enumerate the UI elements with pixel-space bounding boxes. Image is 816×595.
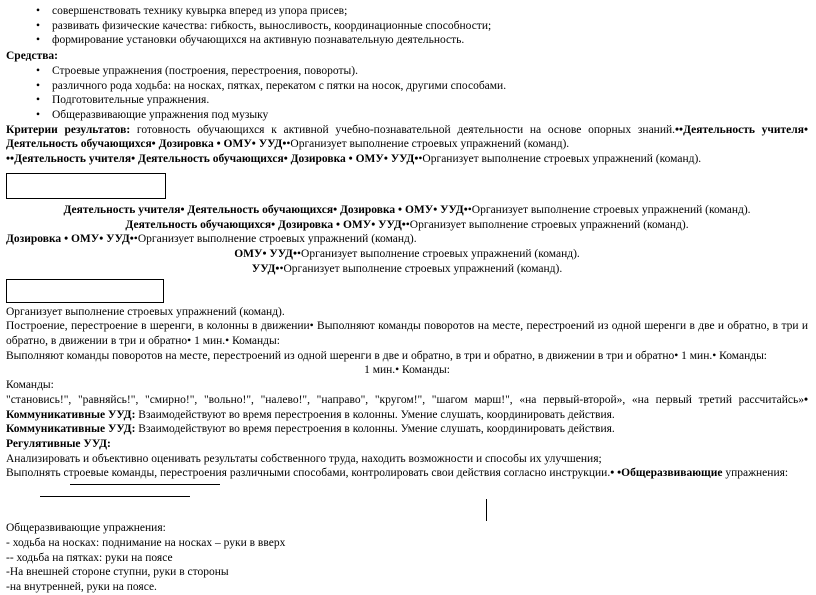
- underline-rule-1: [70, 483, 220, 485]
- commands-text: "становись!", "равняйсь!", "смирно!", "вольно!", "налево!", "направо", "кругом!", "шагом марш!", «на первый-второй», «на первый третий рассчитайсь»: [6, 393, 804, 406]
- chain-6-tail: •Организует выполнение строевых упражнений (команд).: [297, 248, 580, 261]
- chain-3-tail: •Организует выполнение строевых упражнений (команд).: [467, 203, 751, 216]
- chain-5-tail: •Организует выполнение строевых упражнений (команд).: [133, 233, 417, 246]
- list-item: • различного рода ходьба: на носках, пятках, перекатом с пятки на носок, другими способами.: [6, 79, 808, 94]
- communicative-uud-text-inline: Взаимодействуют во время перестроения в колонны. Умение слушать, координировать действия.: [135, 408, 615, 421]
- chain-2-paragraph: [6, 152, 808, 167]
- communicative-uud-label: Коммуникативные УУД:: [6, 423, 136, 436]
- criteria-text: готовность обучающихся к активной учебно-познавательной деятельности на основе опорных знаний.: [130, 123, 676, 136]
- text-caret: [486, 499, 487, 521]
- final-line-4: -на внутренней, руки на поясе.: [6, 581, 157, 593]
- chain-7-bold: УУД•: [251, 262, 280, 275]
- empty-text-box-2[interactable]: [6, 279, 164, 303]
- chain-4-paragraph: [6, 218, 808, 233]
- general-dev-word: упражнения:: [722, 467, 789, 480]
- chain-7-paragraph: [6, 262, 808, 277]
- chain-1-tail: •Организует выполнение строевых упражнений (команд).: [286, 138, 570, 151]
- criteria-paragraph: [6, 123, 808, 152]
- list-item: • формирование установки обучающихся на активную познавательную деятельность.: [6, 33, 808, 48]
- underline-rule-2: [40, 495, 190, 497]
- list-item: • развивать физические качества: гибкость, выносливость, координационные способности;: [6, 19, 808, 34]
- chain-7-tail: •Организует выполнение строевых упражнений (команд).: [279, 262, 563, 275]
- chain-2-tail: •Организует выполнение строевых упражнений (команд).: [418, 153, 702, 166]
- means-bullet-list: [6, 64, 808, 123]
- para-execute: Выполняют команды поворотов на месте, перестроений из одной шеренги в две и обратно, в три и обратно, в движении в три и обратно• 1 мин.• Команды:: [6, 349, 767, 362]
- chain-2-bold: ••Деятельность учителя• Деятельность обучающихся• Дозировка • ОМУ• УУД•: [6, 153, 419, 166]
- communicative-uud-text: Взаимодействуют во время перестроения в колонны. Умение слушать, координировать действия.: [135, 423, 615, 436]
- text-caret-row: [6, 499, 808, 521]
- para-building: Построение, перестроение в шеренги, в колонны в движении• Выполняют команды поворотов на месте, перестроений из одной шеренги в две и обратно, в три и обратно, в движении в три и обратно• 1 мин.• Команды:: [6, 320, 808, 347]
- perform-text: Выполнять строевые команды, перестроения различными способами, контролировать свои действия согласно инструкции.: [6, 467, 611, 480]
- final-heading: Общеразвивающие упражнения:: [6, 522, 166, 535]
- para-time: 1 мин.• Команды:: [364, 364, 450, 377]
- chain-3-paragraph: [6, 203, 808, 218]
- empty-text-box-1[interactable]: [6, 173, 166, 199]
- chain-3-bold: Деятельность учителя• Деятельность обучающихся• Дозировка • ОМУ• УУД•: [63, 203, 468, 216]
- list-item: • Общеразвивающие упражнения под музыку: [6, 108, 808, 123]
- para-commands-label: Команды:: [6, 379, 54, 392]
- chain-6-paragraph: [6, 247, 808, 262]
- chain-4-tail: •Организует выполнение строевых упражнений (команд).: [405, 218, 689, 231]
- para-communicative: [6, 422, 808, 437]
- para-commands-list: [6, 393, 808, 422]
- chain-5-paragraph: [6, 232, 808, 247]
- top-bullet-list: [6, 4, 808, 48]
- para-analyze: Анализировать и объективно оценивать результаты собственного труда, находить возможности и способы их улучшения;: [6, 452, 602, 465]
- general-dev-label: • •Общеразвивающие: [610, 467, 723, 480]
- final-line-3: -На внешней стороне ступни, руки в стороны: [6, 566, 229, 579]
- list-item: • Строевые упражнения (построения, перестроения, повороты).: [6, 64, 808, 79]
- final-line-1: - ходьба на носках: поднимание на носках – руки в вверх: [6, 536, 286, 549]
- means-heading: Средства:: [6, 50, 59, 63]
- para-organizes: Организует выполнение строевых упражнений (команд).: [6, 305, 285, 318]
- chain-4-bold: Деятельность обучающихся• Дозировка • ОМУ• УУД•: [125, 218, 406, 231]
- final-line-2: -- ходьба на пятках: руки на поясе: [6, 551, 173, 564]
- chain-6-bold: ОМУ• УУД•: [234, 248, 298, 261]
- list-item: • Подготовительные упражнения.: [6, 93, 808, 108]
- para-perform: [6, 466, 808, 481]
- chain-5-bold: Дозировка • ОМУ• УУД•: [6, 233, 134, 246]
- criteria-label: Критерии результатов:: [6, 123, 131, 136]
- para-regulative-head: Регулятивные УУД:: [6, 437, 111, 450]
- chain-1-inline: ••Деятельность учителя• Деятельность обучающихся• Дозировка • ОМУ• УУД•: [6, 123, 808, 151]
- communicative-uud-label-inline: • Коммуникативные УУД:: [6, 393, 808, 421]
- list-item: • совершенствовать технику кувырка вперед из упора присев;: [6, 4, 808, 19]
